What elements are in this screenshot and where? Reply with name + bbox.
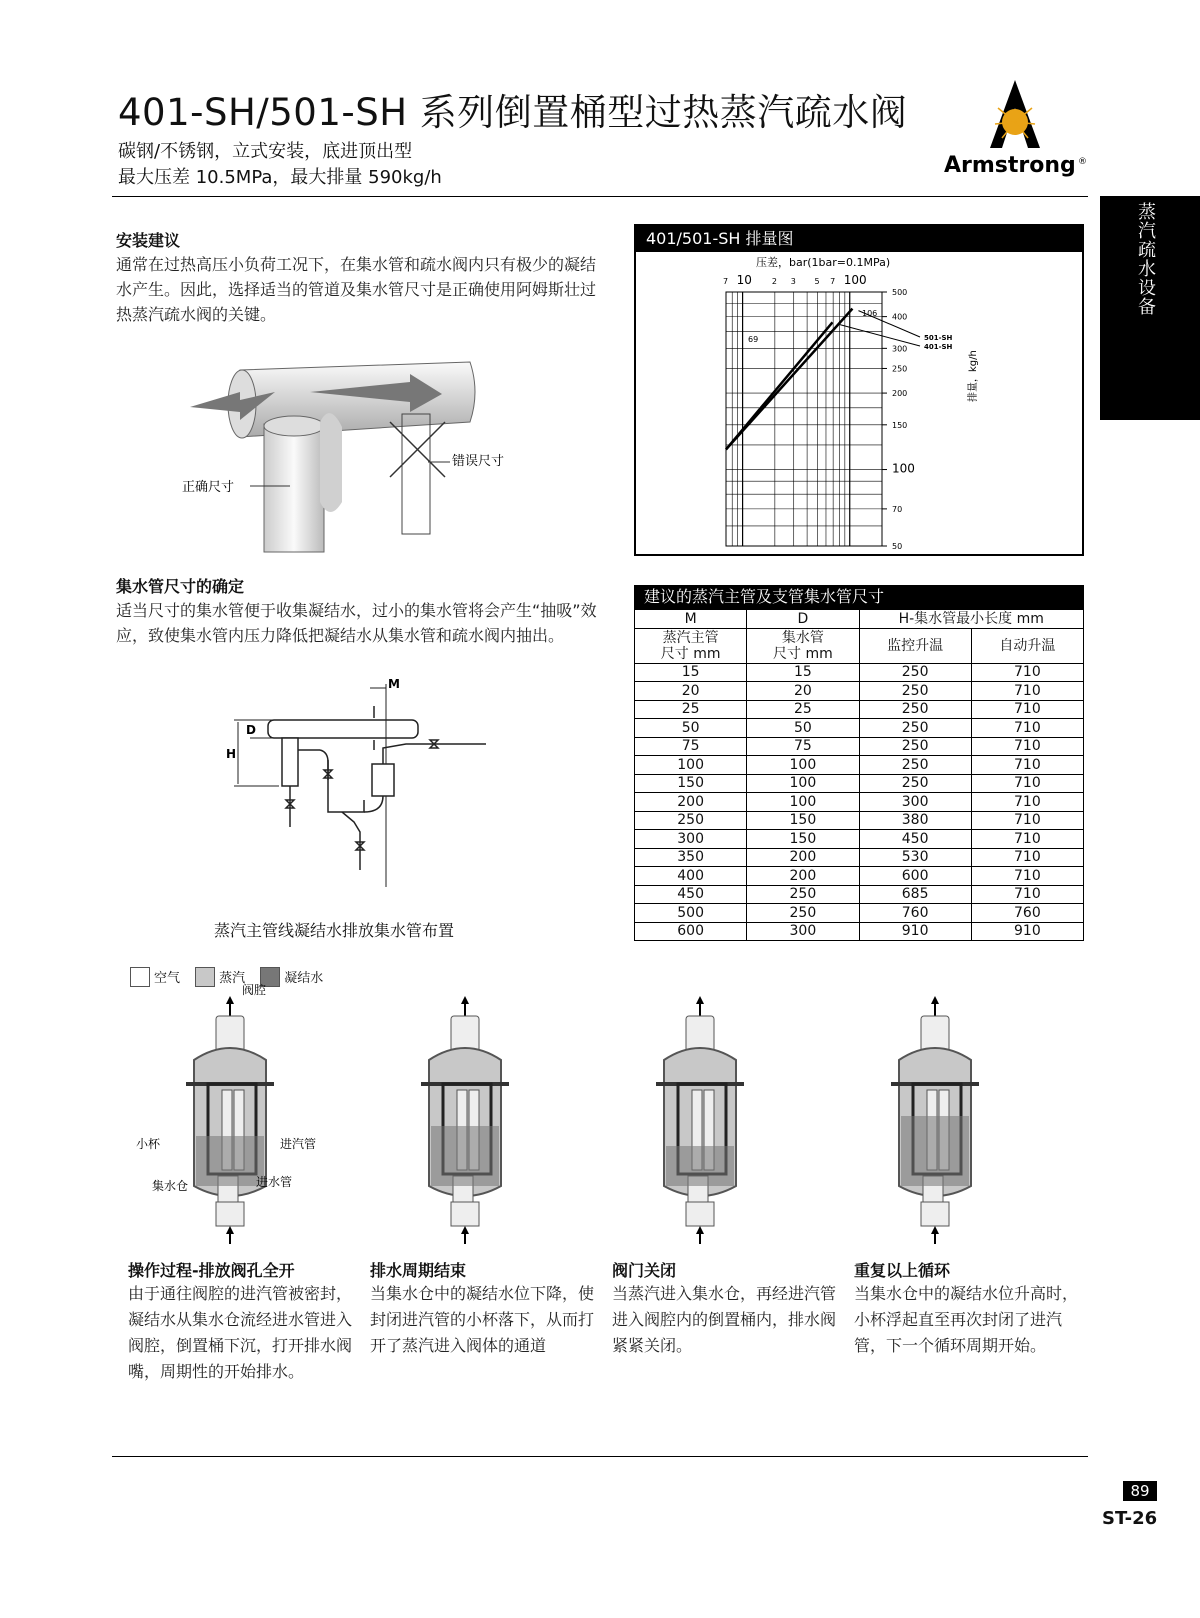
op-step-3-text: 当蒸汽进入集水仓，再经进汽管进入阀腔内的倒置桶内，排水阀紧紧关闭。 bbox=[612, 1284, 837, 1355]
label-valve-chamber: 阀腔 bbox=[242, 983, 267, 997]
subtitle-rating: 最大压差 10.5MPa，最大排量 590kg/h bbox=[118, 167, 442, 188]
table-cell: 250 bbox=[859, 719, 971, 738]
table-cell: 710 bbox=[971, 719, 1083, 738]
chart-x-tick-label: 7 bbox=[723, 277, 729, 286]
table-cell: 710 bbox=[971, 885, 1083, 904]
table-row bbox=[635, 719, 1084, 738]
chart-x-tick-label: 7 bbox=[830, 277, 836, 286]
op-step-4 bbox=[854, 1258, 1078, 1359]
drip-caption: 蒸汽主管线凝结水排放集水管布置 bbox=[214, 921, 455, 940]
table-cell: 250 bbox=[747, 904, 859, 923]
table-cell: 685 bbox=[859, 885, 971, 904]
table-cell: 250 bbox=[859, 756, 971, 775]
table-cell: 250 bbox=[859, 700, 971, 719]
table-cell: 50 bbox=[747, 719, 859, 738]
drip-heading: 集水管尺寸的确定 bbox=[116, 577, 245, 596]
table-cell: 15 bbox=[747, 663, 859, 682]
label-inlet-tube: 进汽管 bbox=[280, 1137, 317, 1151]
table-cell: 50 bbox=[635, 719, 747, 738]
trap-diagrams bbox=[130, 983, 1090, 1246]
table-cell: 710 bbox=[971, 830, 1083, 849]
chart-x-tick-label: 10 bbox=[736, 273, 752, 287]
table-row bbox=[635, 830, 1084, 849]
series-label-401: 401-SH bbox=[924, 343, 953, 351]
chart-y-tick-label: 50 bbox=[892, 542, 903, 551]
table-row bbox=[635, 700, 1084, 719]
op-step-2-title: 排水周期结束 bbox=[370, 1261, 467, 1280]
page-title: 401-SH/501-SH 系列倒置桶型过热蒸汽疏水阀 bbox=[118, 91, 908, 134]
chart-y-tick-label: 400 bbox=[892, 312, 908, 322]
install-paragraph: 通常在过热高压小负荷工况下，在集水管和疏水阀内只有极少的凝结水产生。因此，选择适当的管道及集水管尺寸是正确使用阿姆斯壮过热蒸汽疏水阀的关键。 bbox=[116, 255, 597, 324]
drip-leg-diagram bbox=[224, 677, 524, 908]
capacity-chart bbox=[636, 252, 1082, 556]
op-step-1 bbox=[128, 1258, 352, 1385]
pipe-illustration bbox=[180, 352, 540, 552]
op-step-4-title: 重复以上循环 bbox=[854, 1261, 951, 1280]
table-cell: 600 bbox=[635, 922, 747, 941]
table-cell: 910 bbox=[859, 922, 971, 941]
table-cell: 25 bbox=[635, 700, 747, 719]
table-cell: 150 bbox=[747, 830, 859, 849]
label-h: H bbox=[226, 747, 237, 761]
table-row bbox=[635, 885, 1084, 904]
footer-rule bbox=[112, 1456, 1088, 1457]
header-drip-size: 集水管 尺寸 mm bbox=[747, 628, 859, 663]
logo-registered: ® bbox=[1078, 157, 1087, 167]
table-cell: 100 bbox=[747, 793, 859, 812]
chart-title: 401/501-SH 排量图 bbox=[636, 226, 1082, 252]
table-cell: 380 bbox=[859, 811, 971, 830]
table-cell: 710 bbox=[971, 811, 1083, 830]
capacity-chart-box bbox=[634, 224, 1084, 556]
chart-y-tick-label: 150 bbox=[892, 420, 908, 430]
drip-size-table bbox=[634, 609, 1084, 941]
label-inlet-pipe: 进水管 bbox=[256, 1175, 293, 1189]
table-cell: 710 bbox=[971, 867, 1083, 886]
trap-stage-2 bbox=[421, 996, 509, 1244]
table-cell: 710 bbox=[971, 774, 1083, 793]
label-d: D bbox=[246, 723, 256, 737]
chart-y-tick-label: 70 bbox=[892, 504, 903, 514]
table-cell: 20 bbox=[635, 682, 747, 701]
table-title: 建议的蒸汽主管及支管集水管尺寸 bbox=[634, 585, 1084, 609]
section-side-tab bbox=[1100, 196, 1200, 420]
drip-paragraph: 适当尺寸的集水管便于收集凝结水，过小的集水管将会产生“抽吸”效应，致使集水管内压力降低把凝结水从集水管和疏水阀内抽出。 bbox=[116, 601, 597, 645]
table-cell: 760 bbox=[859, 904, 971, 923]
table-row bbox=[635, 756, 1084, 775]
table-cell: 300 bbox=[747, 922, 859, 941]
table-cell: 100 bbox=[747, 774, 859, 793]
table-cell: 75 bbox=[635, 737, 747, 756]
table-cell: 710 bbox=[971, 663, 1083, 682]
table-row bbox=[635, 663, 1084, 682]
table-cell: 25 bbox=[747, 700, 859, 719]
label-m: M bbox=[388, 677, 400, 691]
chart-x-tick-label: 5 bbox=[814, 277, 820, 286]
table-cell: 15 bbox=[635, 663, 747, 682]
table-cell: 710 bbox=[971, 737, 1083, 756]
table-cell: 710 bbox=[971, 700, 1083, 719]
op-step-1-text: 由于通往阀腔的进汽管被密封，凝结水从集水仓流经进水管进入阀腔，倒置桶下沉，打开排水阀嘴，周期性的开始排水。 bbox=[128, 1284, 353, 1381]
header-supervised: 监控升温 bbox=[859, 628, 971, 663]
table-cell: 150 bbox=[747, 811, 859, 830]
side-tab-label: 蒸汽疏水设备 bbox=[1135, 202, 1156, 316]
table-row bbox=[635, 737, 1084, 756]
legend-condensate: 凝结水 bbox=[284, 971, 324, 986]
op-step-4-text: 当集水仓中的凝结水位升高时，小杯浮起直至再次封闭了进汽管，下一个循环周期开始。 bbox=[854, 1284, 1079, 1355]
drip-size-table-box bbox=[634, 585, 1084, 941]
chart-x-tick-label: 2 bbox=[771, 277, 777, 286]
table-cell: 450 bbox=[859, 830, 971, 849]
table-row bbox=[635, 904, 1084, 923]
op-step-1-title: 操作过程-排放阀孔全开 bbox=[128, 1261, 295, 1280]
header-rule bbox=[112, 196, 1088, 197]
table-cell: 300 bbox=[859, 793, 971, 812]
trap-stage-4 bbox=[891, 996, 979, 1244]
table-cell: 200 bbox=[747, 867, 859, 886]
table-cell: 150 bbox=[635, 774, 747, 793]
chart-series-line-401 bbox=[726, 322, 832, 449]
table-cell: 200 bbox=[747, 848, 859, 867]
annotation-69: 69 bbox=[748, 335, 759, 344]
table-header-row bbox=[635, 610, 1084, 629]
install-heading: 安装建议 bbox=[116, 231, 181, 250]
table-cell: 910 bbox=[971, 922, 1083, 941]
legend bbox=[130, 966, 333, 987]
table-row bbox=[635, 922, 1084, 941]
op-step-3 bbox=[612, 1258, 836, 1359]
series-label-501: 501-SH bbox=[924, 334, 953, 342]
table-cell: 75 bbox=[747, 737, 859, 756]
chart-x-tick-label: 3 bbox=[790, 277, 796, 286]
header-h: H-集水管最小长度 mm bbox=[859, 610, 1084, 629]
table-cell: 530 bbox=[859, 848, 971, 867]
table-row bbox=[635, 793, 1084, 812]
legend-air-swatch bbox=[130, 967, 150, 987]
legend-steam-swatch bbox=[195, 967, 215, 987]
armstrong-logo-icon bbox=[940, 78, 1090, 182]
chart-x-axis-label: 压差，bar(1bar=0.1MPa) bbox=[756, 256, 891, 269]
op-step-2-text: 当集水仓中的凝结水位下降，使封闭进汽管的小杯落下，从而打开了蒸汽进入阀体的通道 bbox=[370, 1284, 595, 1355]
chart-y-axis-label: 排量，kg/h bbox=[968, 350, 979, 402]
chart-y-tick-label: 200 bbox=[892, 389, 908, 399]
label-wrong-size: 错误尺寸 bbox=[452, 454, 505, 469]
table-cell: 710 bbox=[971, 848, 1083, 867]
header-automatic: 自动升温 bbox=[971, 628, 1083, 663]
table-cell: 100 bbox=[635, 756, 747, 775]
table-subheader-row bbox=[635, 628, 1084, 663]
table-cell: 200 bbox=[635, 793, 747, 812]
table-row bbox=[635, 848, 1084, 867]
legend-steam: 蒸汽 bbox=[219, 971, 246, 986]
label-correct-size: 正确尺寸 bbox=[182, 480, 235, 495]
table-row bbox=[635, 682, 1084, 701]
chart-x-tick-label: 100 bbox=[843, 273, 867, 287]
logo-wordmark: Armstrong bbox=[944, 153, 1076, 178]
label-reservoir: 集水仓 bbox=[152, 1179, 189, 1193]
label-cup: 小杯 bbox=[136, 1137, 161, 1151]
table-cell: 400 bbox=[635, 867, 747, 886]
table-cell: 250 bbox=[859, 774, 971, 793]
page-number: 89 bbox=[1123, 1481, 1157, 1501]
header-d: D bbox=[747, 610, 859, 629]
chart-y-tick-label: 250 bbox=[892, 364, 908, 374]
chart-series-pointer bbox=[838, 324, 920, 346]
chart-y-tick-label: 300 bbox=[892, 344, 908, 354]
op-step-2 bbox=[370, 1258, 594, 1359]
table-cell: 450 bbox=[635, 885, 747, 904]
table-cell: 600 bbox=[859, 867, 971, 886]
table-cell: 710 bbox=[971, 756, 1083, 775]
table-cell: 710 bbox=[971, 793, 1083, 812]
table-cell: 250 bbox=[859, 737, 971, 756]
table-cell: 500 bbox=[635, 904, 747, 923]
trap-stage-1 bbox=[136, 982, 316, 1244]
table-row bbox=[635, 811, 1084, 830]
table-cell: 350 bbox=[635, 848, 747, 867]
armstrong-logo bbox=[940, 78, 1090, 182]
legend-air: 空气 bbox=[154, 971, 181, 986]
table-row bbox=[635, 867, 1084, 886]
header-main-size: 蒸汽主管 尺寸 mm bbox=[635, 628, 747, 663]
header-m: M bbox=[635, 610, 747, 629]
table-cell: 710 bbox=[971, 682, 1083, 701]
subtitle-material: 碳钢/不锈钢，立式安装，底进顶出型 bbox=[118, 141, 413, 162]
table-cell: 20 bbox=[747, 682, 859, 701]
table-cell: 250 bbox=[859, 663, 971, 682]
chart-y-tick-label: 500 bbox=[892, 288, 908, 297]
annotation-106: 106 bbox=[862, 309, 878, 318]
table-cell: 250 bbox=[747, 885, 859, 904]
trap-stage-3 bbox=[656, 996, 744, 1244]
table-cell: 760 bbox=[971, 904, 1083, 923]
table-row bbox=[635, 774, 1084, 793]
table-cell: 250 bbox=[635, 811, 747, 830]
chart-y-tick-label: 100 bbox=[892, 461, 915, 476]
section-code: ST-26 bbox=[1102, 1508, 1158, 1529]
table-cell: 250 bbox=[859, 682, 971, 701]
table-cell: 300 bbox=[635, 830, 747, 849]
table-cell: 100 bbox=[747, 756, 859, 775]
op-step-3-title: 阀门关闭 bbox=[612, 1261, 677, 1280]
